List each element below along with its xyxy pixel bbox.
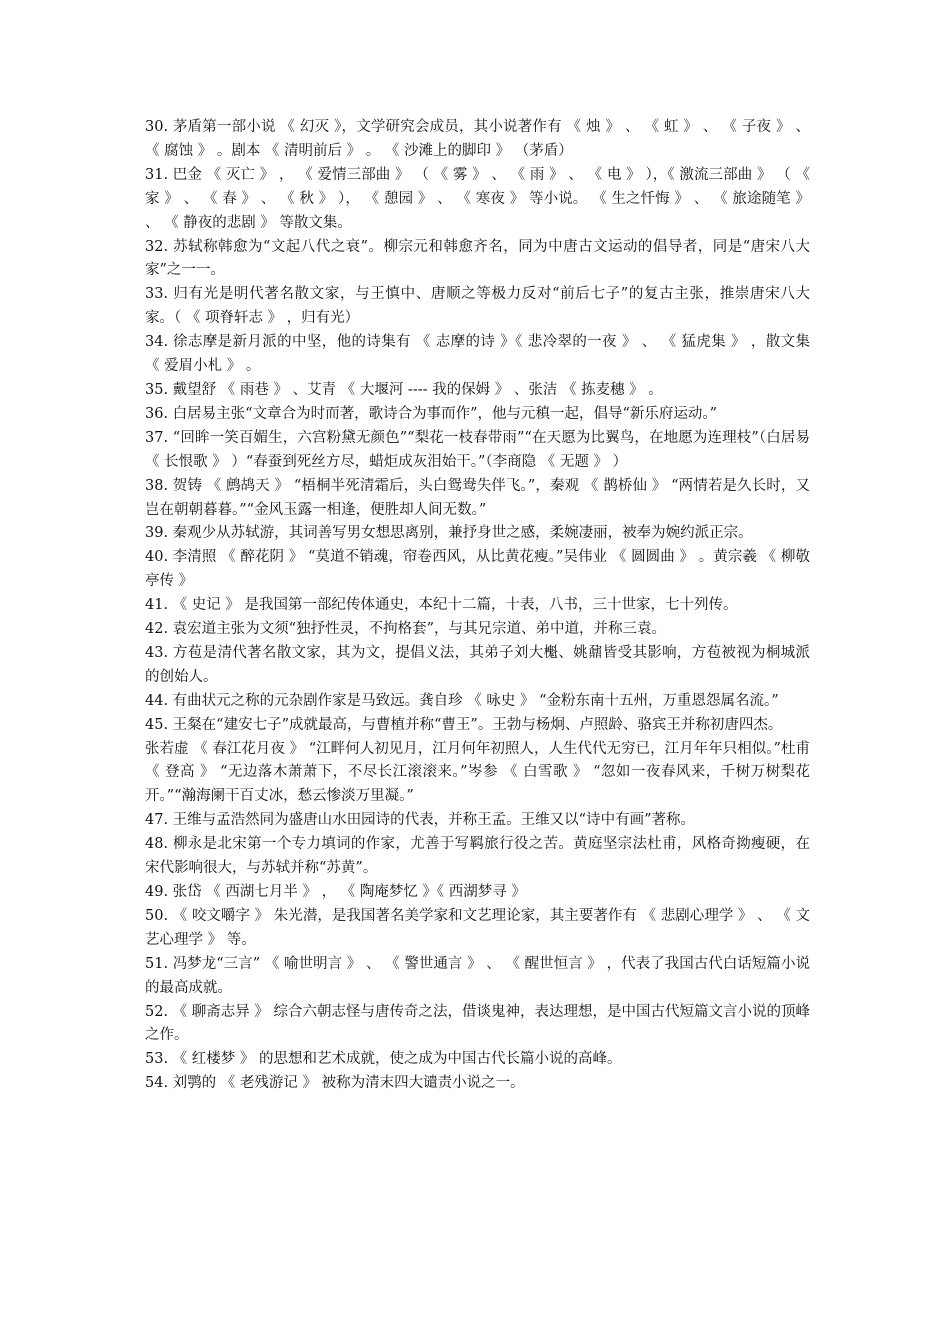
paragraph-44: 44. 有曲状元之称的元杂剧作家是马致远。龚自珍 《 咏史 》 “金粉东南十五州，万重恩怨属名流。”: [145, 692, 779, 709]
paragraph-51: 51. 冯梦龙“三言” 《 喻世明言 》 、 《 警世通言 》 、 《 醒世恒言 》 ，代表了我国古代白话短篇小说的最高成就。: [145, 955, 810, 996]
paragraph-37: 37. “回眸一笑百媚生，六宫粉黛无颜色”“梨花一枝春带雨”“在天愿为比翼鸟，在地愿为连理枝”（白居易 《 长恨歌 》 ）“春蚕到死丝方尽，蜡炬成灰泪始干。”（李商隐 《 无题 》 ）: [145, 429, 810, 470]
paragraph-34: 34. 徐志摩是新月派的中坚，他的诗集有 《 志摩的诗 》《 悲冷翠的一夜 》 、 《 猛虎集 》 ，散文集 《 爱眉小札 》 。: [145, 334, 810, 375]
paragraph-49: 49. 张岱 《 西湖七月半 》 ， 《 陶庵梦忆 》《 西湖梦寻 》: [145, 884, 526, 900]
paragraph-40: 40. 李清照 《 醉花阴 》 “莫道不销魂，帘卷西风，从比黄花瘦。”吴伟业 《 圆圆曲 》 。黄宗羲 《 柳敬亭传 》: [145, 549, 810, 590]
paragraph-38: 38. 贺铸 《 鹧鸪天 》 “梧桐半死清霜后，头白鸳鸯失伴飞。”，秦观 《 鹊桥仙 》 “两情若是久长时，又岂在朝朝暮暮。”“金风玉露一相逢，便胜却人间无数。”: [145, 477, 810, 518]
paragraph-54: 54. 刘鹗的 《 老残游记 》 被称为清末四大谴责小说之一。: [145, 1075, 525, 1092]
paragraph-53: 53. 《 红楼梦 》 的思想和艺术成就，使之成为中国古代长篇小说的高峰。: [145, 1051, 622, 1068]
paragraph-32: 32. 苏轼称韩愈为“文起八代之衰”。柳宗元和韩愈齐名，同为中唐古文运动的倡导者，同是“唐宋八大家”之一一。: [145, 238, 810, 279]
document-body: [145, 116, 810, 1096]
paragraph-47: 47. 王维与孟浩然同为盛唐山水田园诗的代表，并称王孟。王维又以“诗中有画”著称。: [145, 812, 695, 829]
paragraph-36: 36. 白居易主张“文章合为时而著，歌诗合为事而作”，他与元稹一起，倡导“新乐府运动。”: [145, 405, 718, 422]
paragraph-43: 43. 方苞是清代著名散文家，其为文，提倡义法，其弟子刘大櫆、姚鼐皆受其影响，方苞被视为桐城派的创始人。: [145, 644, 810, 685]
paragraph-45: 45. 王粲在“建安七子”成就最高，与曹植并称“曹王”。王勃与杨炯、卢照龄、骆宾王并称初唐四杰。: [145, 716, 783, 733]
paragraph-50: 50. 《 咬文嚼字 》 朱光潜，是我国著名美学家和文艺理论家，其主要著作有 《 悲剧心理学 》 、 《 文艺心理学 》 等。: [145, 907, 810, 948]
paragraph-48: 48. 柳永是北宋第一个专力填词的作家，尤善于写羁旅行役之苦。黄庭坚宗法杜甫，风格奇拗瘦硬，在宋代影响很大，与苏轼并称“苏黄”。: [145, 836, 810, 877]
paragraph-31: 31. 巴金 《 灭亡 》 ， 《 爱情三部曲 》 （ 《 雾 》 、 《 雨 》 、 《 电 》 ），《 激流三部曲 》 （ 《 家 》 、 《 春 》 、 《 秋 》 ）， 《 憩园 》 、 《 寒夜 》 等小说。 《 生之忏悔 》 、 《 旅途随笔 》 、 《 静夜的悲剧 》 等散文集。: [145, 166, 810, 231]
paragraph-30: 30. 茅盾第一部小说 《 幻灭 》，文学研究会成员，其小说著作有 《 烛 》 、 《 虹 》 、 《 子夜 》 、 《 腐蚀 》 。剧本 《 清明前后 》 。 《 沙滩上的脚印 》 （茅盾）: [145, 119, 810, 159]
paragraph-33: 33. 归有光是明代著名散文家，与王慎中、唐顺之等极力反对“前后七子”的复古主张，推崇唐宋八大家。（ 《 项脊轩志 》 ，归有光）: [145, 286, 810, 327]
paragraph-35: 35. 戴望舒 《 雨巷 》 、艾青 《 大堰河 ---- 我的保姆 》 、张洁 《 拣麦穗 》 。: [145, 381, 663, 398]
paragraph-46: 张若虚 《 春江花月夜 》 “江畔何人初见月，江月何年初照人，人生代代无穷已，江月年年只相似。”杜甫 《 登高 》 “无边落木萧萧下，不尽长江滚滚来。”岑参 《 白雪歌 》 “忽如一夜春风来，千树万树梨花开。”“瀚海阑干百丈冰，愁云惨淡万里凝。”: [145, 740, 810, 805]
paragraph-41: 41. 《 史记 》 是我国第一部纪传体通史，本纪十二篇，十表，八书，三十世家，七十列传。: [145, 597, 738, 614]
paragraph-39: 39. 秦观少从苏轼游，其词善写男女想思离别，兼抒身世之感，柔婉凄丽，被奉为婉约派正宗。: [145, 525, 753, 542]
paragraph-42: 42. 袁宏道主张为文须“独抒性灵，不拘格套”，与其兄宗道、弟中道，并称三袁。: [145, 621, 666, 638]
paragraph-52: 52. 《 聊斋志异 》 综合六朝志怪与唐传奇之法，借谈鬼神，表达理想，是中国古代短篇文言小说的顶峰之作。: [145, 1003, 810, 1044]
